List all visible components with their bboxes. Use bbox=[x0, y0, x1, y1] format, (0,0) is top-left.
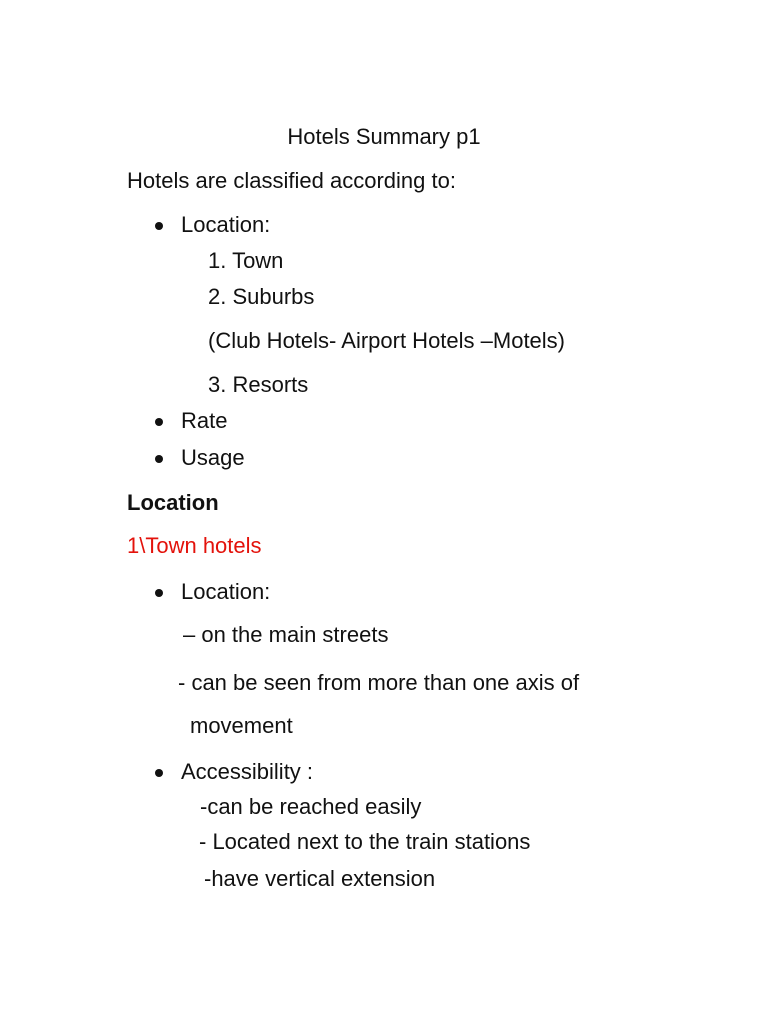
page-title: Hotels Summary p1 bbox=[287, 124, 481, 149]
town-location-point: – on the main streets bbox=[183, 622, 389, 647]
intro-text: Hotels are classified according to: bbox=[127, 168, 456, 193]
location-item-resorts: 3. Resorts bbox=[208, 372, 309, 397]
town-location-point: movement bbox=[190, 713, 293, 738]
bullet-icon bbox=[155, 589, 163, 597]
location-item-town: 1. Town bbox=[208, 248, 284, 273]
classification-usage: Usage bbox=[181, 445, 245, 470]
town-location-label: Location: bbox=[181, 579, 271, 604]
bullet-icon bbox=[155, 222, 163, 230]
suburbs-note: (Club Hotels- Airport Hotels –Motels) bbox=[208, 328, 566, 353]
bullet-icon bbox=[155, 418, 163, 426]
bullet-icon bbox=[155, 769, 163, 777]
subsection-heading: 1\Town hotels bbox=[127, 533, 262, 558]
accessibility-point: -can be reached easily bbox=[200, 794, 422, 819]
accessibility-point: - Located next to the train stations bbox=[199, 829, 531, 854]
bullet-icon bbox=[155, 455, 163, 463]
location-item-suburbs: 2. Suburbs bbox=[208, 284, 315, 309]
accessibility-point: -have vertical extension bbox=[204, 866, 436, 891]
town-location-point: - can be seen from more than one axis of bbox=[178, 670, 580, 695]
classification-rate: Rate bbox=[181, 408, 228, 433]
classification-location-label: Location: bbox=[181, 212, 271, 237]
accessibility-label: Accessibility : bbox=[181, 759, 314, 784]
section-heading: Location bbox=[127, 490, 219, 515]
